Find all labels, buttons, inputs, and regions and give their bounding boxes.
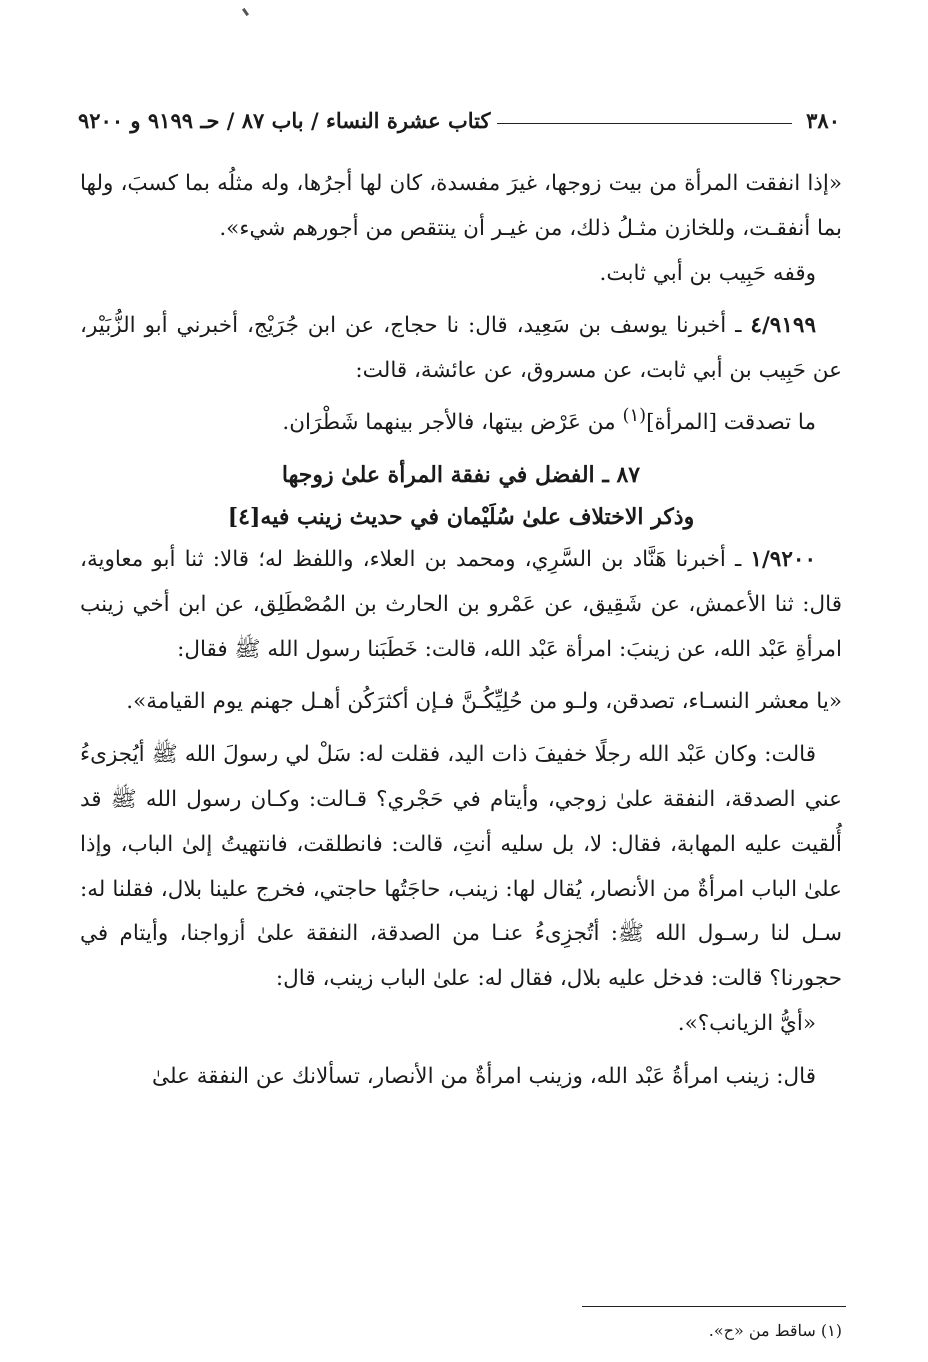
- hadith-9200-story: قالت: وكان عَبْد الله رجلًا خفيفَ ذات اليد، فقلت له: سَلْ لي رسولَ الله ﷺ أيُجزىءُ عني الصدقة، النفقة علىٰ زوجي، وأيتام في حَجْري؟ قـالت: وكـان رسول الله ﷺ قد أُلقيت عليه المهابة، فقال: لا، بل سليه أنتِ، قالت: فانطلقت، فانتهيتُ إلىٰ الباب، وإذا علىٰ الباب امرأةٌ من الأنصار، يُقال لها: زينب، حاجَتُها حاجتي، فخرج علينا بلال، فقلنا له: سـل لنا رسـول الله ﷺ: أتُجزِىءُ عنـا من الصدقة، النفقة علىٰ أزواجنا، وأيتام في حجورنا؟ قالت: فدخل عليه بلال، فقال له: علىٰ الباب زينب، قال:: [80, 742, 842, 992]
- hadith-9199: [80, 304, 842, 394]
- chapter-subtitle: وذكر الاختلاف علىٰ سُلَيْمان في حديث زينب فيه[٤]: [227, 503, 695, 530]
- hadith-9200: [80, 538, 842, 672]
- hadith-number: ٤/٩١٩٩: [750, 313, 816, 339]
- footnote-marker: (١): [622, 404, 647, 426]
- hadith-chain: ـ أخبرنا هَنَّاد بن السَّرِي، ومحمد بن العلاء، واللفظ له؛ قالا: ثنا أبو معاوية، قال: ثنا الأعمش، عن شَقِيق، عن عَمْرو بن الحارث بن المُصْطَلِق، عن ابن أخي زينب امرأةِ عَبْد الله، عن زينبَ: امرأة عَبْد الله، قالت: خَطَبَنا رسول الله ﷺ فقال:: [80, 546, 842, 662]
- prophet-question: «أيُّ الزيانب؟».: [677, 1010, 816, 1036]
- story-continued: قال: زينب امرأةُ عَبْد الله، وزينب امرأةٌ من الأنصار، تسألانك عن النفقة علىٰ: [152, 1063, 816, 1089]
- header-title: كتاب عشرة النساء / باب ٨٧ / حـ ٩١٩٩ و ٩٢٠٠: [78, 108, 491, 133]
- hadith-number: ١/٩٢٠٠: [750, 546, 816, 572]
- footnote: (١) ساقط من «ح».: [708, 1321, 842, 1340]
- hadith-chain: ـ أخبرنا يوسف بن سَعِيد، قال: نا حجاج، عن ابن جُرَيْج، أخبرني أبو الزُّبَيْر، عن حَبِيب بن أبي ثابت، عن مسروق، عن عائشة، قالت:: [80, 313, 842, 384]
- chapter-title: ٨٧ ـ الفضل في نفقة المرأة علىٰ زوجها: [281, 461, 641, 488]
- matn-start: ما تصدقت [المرأة]: [646, 410, 816, 436]
- hadith-9200-matn: «يا معشر النسـاء، تصدقن، ولـو من حُلِيِّكُـنَّ فـإن أكثرَكُن أهـل جهنم يوم القيامة».: [126, 689, 842, 715]
- header-rule: [497, 123, 793, 124]
- scan-mark: [242, 8, 249, 16]
- running-header: [78, 103, 840, 133]
- hadith-9199-matn: [80, 394, 842, 446]
- matn-end: من عَرْض بيتها، فالأجر بينهما شَطْرَان.: [282, 410, 623, 436]
- page-body: [80, 162, 842, 1100]
- hadith-text-continued: «إذا انفقت المرأة من بيت زوجها، غيرَ مفسدة، كان لها أجرُها، وله مثلُه بما كسبَ، ولها بما أنفقـت، وللخازن مثـلُ ذلك، من غيـر أن ينتقص من أجورهم شيء».: [80, 171, 842, 241]
- narration-note: وقفه حَبِيب بن أبي ثابت.: [599, 260, 816, 286]
- footnote-separator: [582, 1306, 846, 1307]
- page-number: ٣٨٠: [806, 108, 840, 133]
